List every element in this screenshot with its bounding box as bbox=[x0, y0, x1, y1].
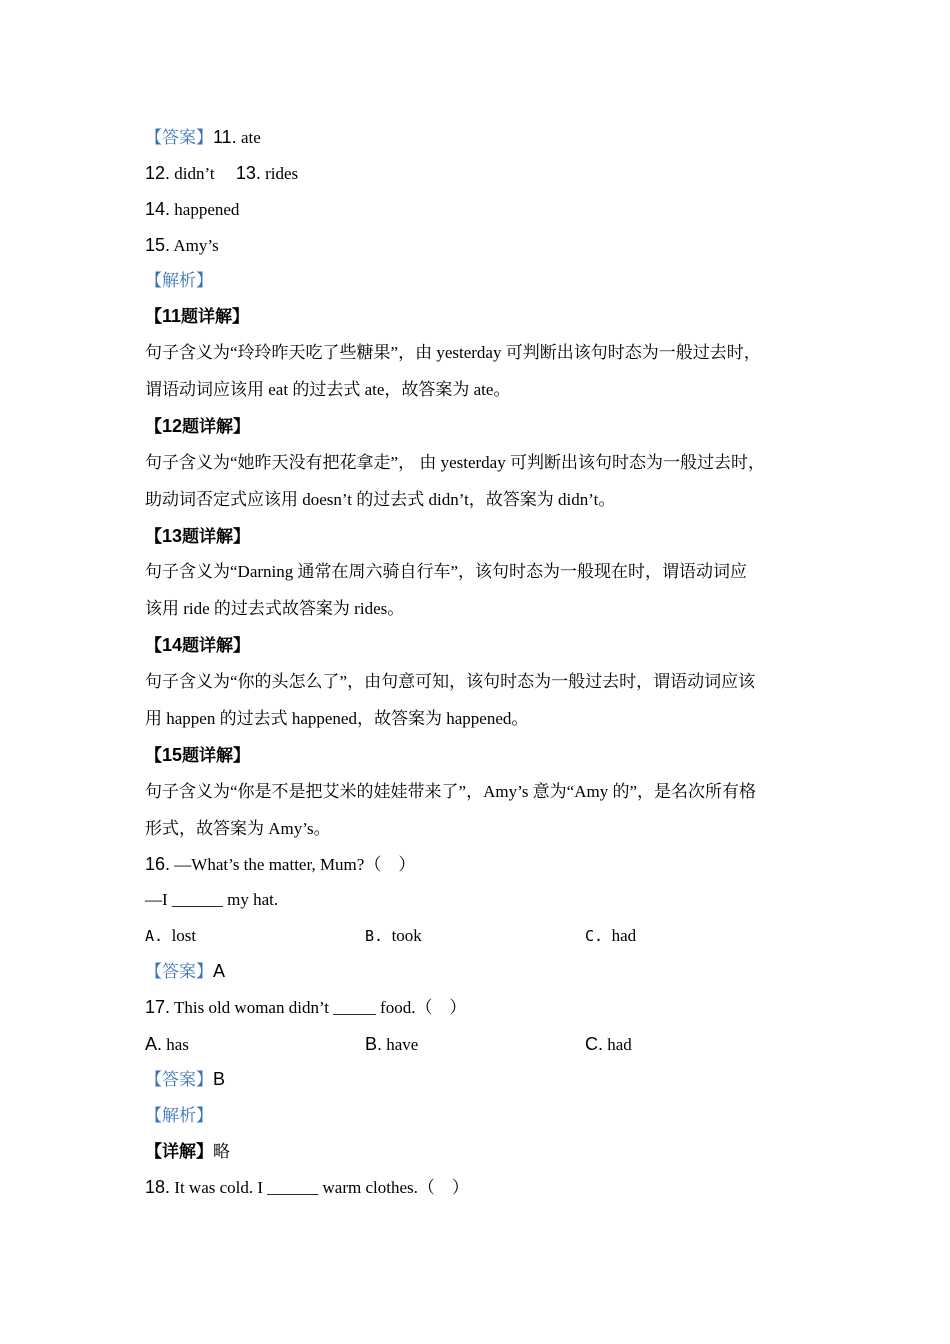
answer-value: B bbox=[213, 1069, 226, 1089]
answer-number-11: 11. bbox=[213, 127, 237, 147]
detail-15-line-1: 句子含义为“你是不是把艾米的娃娃带来了”，Amy’s 意为“Amy 的”，是名次所有格 bbox=[145, 782, 757, 801]
q17-option-b bbox=[365, 1033, 418, 1056]
question-number: 18. bbox=[145, 1177, 171, 1197]
detail-heading-close: 题详解】 bbox=[182, 746, 251, 765]
answer-tag: 【答案】 bbox=[145, 128, 213, 147]
q16-option-b bbox=[365, 925, 422, 947]
detail-heading-open: 【 bbox=[145, 307, 162, 326]
q17-option-c bbox=[585, 1033, 632, 1056]
detail-heading-open: 【 bbox=[145, 636, 162, 655]
question-stem-text: It was cold. I ______ warm clothes.（ ） bbox=[174, 1178, 469, 1197]
question-18-stem bbox=[145, 1176, 469, 1199]
detail-heading-13 bbox=[145, 525, 250, 548]
detail-heading-15 bbox=[145, 744, 250, 767]
option-text: had bbox=[607, 1035, 632, 1054]
answer-text-14: happened bbox=[174, 200, 240, 219]
detail-12-line-1: 句子含义为“她昨天没有把花拿走”， 由 yesterday 可判断出该句时态为一般过去时， bbox=[145, 453, 765, 472]
detail-heading-number: 12 bbox=[162, 416, 183, 436]
detail-heading-open: 【 bbox=[145, 746, 162, 765]
answer-line-14 bbox=[145, 198, 239, 221]
detail-heading-number: 13 bbox=[162, 526, 183, 546]
question-stem-text: —What’s the matter, Mum?（ ） bbox=[174, 855, 416, 874]
answer-line-15 bbox=[145, 234, 219, 257]
question-17-analysis-tag: 【解析】 bbox=[145, 1106, 213, 1125]
answer-text-12: didn’t bbox=[174, 164, 215, 183]
option-letter: A. bbox=[145, 927, 164, 945]
detail-14-line-1: 句子含义为“你的头怎么了”，由句意可知，该句时态为一般过去时，谓语动词应该 bbox=[145, 672, 756, 691]
option-text: have bbox=[386, 1035, 419, 1054]
detail-heading-number: 14 bbox=[162, 635, 183, 655]
answer-value: A bbox=[213, 961, 226, 981]
option-text: took bbox=[391, 926, 422, 945]
detail-15-line-2: 形式，故答案为 Amy’s。 bbox=[145, 819, 331, 838]
answer-number-15: 15. bbox=[145, 235, 171, 255]
detail-heading-number: 15 bbox=[162, 745, 183, 765]
analysis-tag: 【解析】 bbox=[145, 271, 213, 290]
question-17-stem bbox=[145, 996, 466, 1019]
detail-13-line-1: 句子含义为“Darning 通常在周六骑自行车”，该句时态为一般现在时，谓语动词应 bbox=[145, 562, 748, 581]
q17-option-a bbox=[145, 1033, 189, 1056]
q16-option-a bbox=[145, 925, 196, 947]
answer-number-14: 14. bbox=[145, 199, 171, 219]
question-16-answer bbox=[145, 960, 225, 983]
detail-11-line-1: 句子含义为“玲玲昨天吃了些糖果”，由 yesterday 可判断出该句时态为一般过去时， bbox=[145, 343, 761, 362]
answer-text-13: rides bbox=[265, 164, 299, 183]
answer-text-11: ate bbox=[240, 128, 261, 147]
question-16-line-2: —I ______ my hat. bbox=[145, 890, 279, 909]
detail-heading-14 bbox=[145, 634, 250, 657]
option-text: lost bbox=[171, 926, 197, 945]
detail-heading-close: 题详解】 bbox=[182, 527, 251, 546]
answer-tag: 【答案】 bbox=[145, 962, 213, 981]
option-text: had bbox=[611, 926, 637, 945]
detail-12-line-2: 助动词否定式应该用 doesn’t 的过去式 didn’t，故答案为 didn’t。 bbox=[145, 490, 616, 509]
detail-13-line-2: 该用 ride 的过去式故答案为 rides。 bbox=[145, 599, 405, 618]
answer-line-12-13 bbox=[145, 162, 298, 185]
question-17-answer bbox=[145, 1068, 225, 1091]
option-letter: C. bbox=[585, 927, 604, 945]
detail-heading-11 bbox=[145, 305, 249, 328]
question-number: 16. bbox=[145, 854, 171, 874]
detail-text: 略 bbox=[213, 1142, 230, 1161]
question-17-detail bbox=[145, 1141, 230, 1163]
option-letter: C. bbox=[585, 1034, 603, 1054]
detail-heading-open: 【 bbox=[145, 527, 162, 546]
option-letter: A. bbox=[145, 1034, 163, 1054]
detail-tag: 【详解】 bbox=[145, 1142, 213, 1161]
answer-tag: 【答案】 bbox=[145, 1070, 213, 1089]
detail-heading-12 bbox=[145, 415, 250, 438]
detail-heading-close: 题详解】 bbox=[181, 307, 250, 326]
detail-heading-open: 【 bbox=[145, 417, 162, 436]
answer-text-15: Amy’s bbox=[173, 236, 219, 255]
q16-option-c bbox=[585, 925, 636, 947]
option-letter: B. bbox=[365, 927, 384, 945]
question-number: 17. bbox=[145, 997, 171, 1017]
detail-heading-close: 题详解】 bbox=[182, 636, 251, 655]
detail-11-line-2: 谓语动词应该用 eat 的过去式 ate，故答案为 ate。 bbox=[145, 380, 511, 399]
answer-number-12: 12. bbox=[145, 163, 171, 183]
detail-heading-number: 11 bbox=[162, 306, 182, 326]
detail-14-line-2: 用 happen 的过去式 happened，故答案为 happened。 bbox=[145, 709, 529, 728]
question-16-stem bbox=[145, 853, 415, 876]
answer-line-11 bbox=[145, 126, 261, 149]
question-stem-text: This old woman didn’t _____ food.（ ） bbox=[173, 998, 467, 1017]
option-text: has bbox=[166, 1035, 189, 1054]
answer-number-13: 13. bbox=[235, 163, 261, 183]
option-letter: B. bbox=[365, 1034, 383, 1054]
detail-heading-close: 题详解】 bbox=[182, 417, 251, 436]
